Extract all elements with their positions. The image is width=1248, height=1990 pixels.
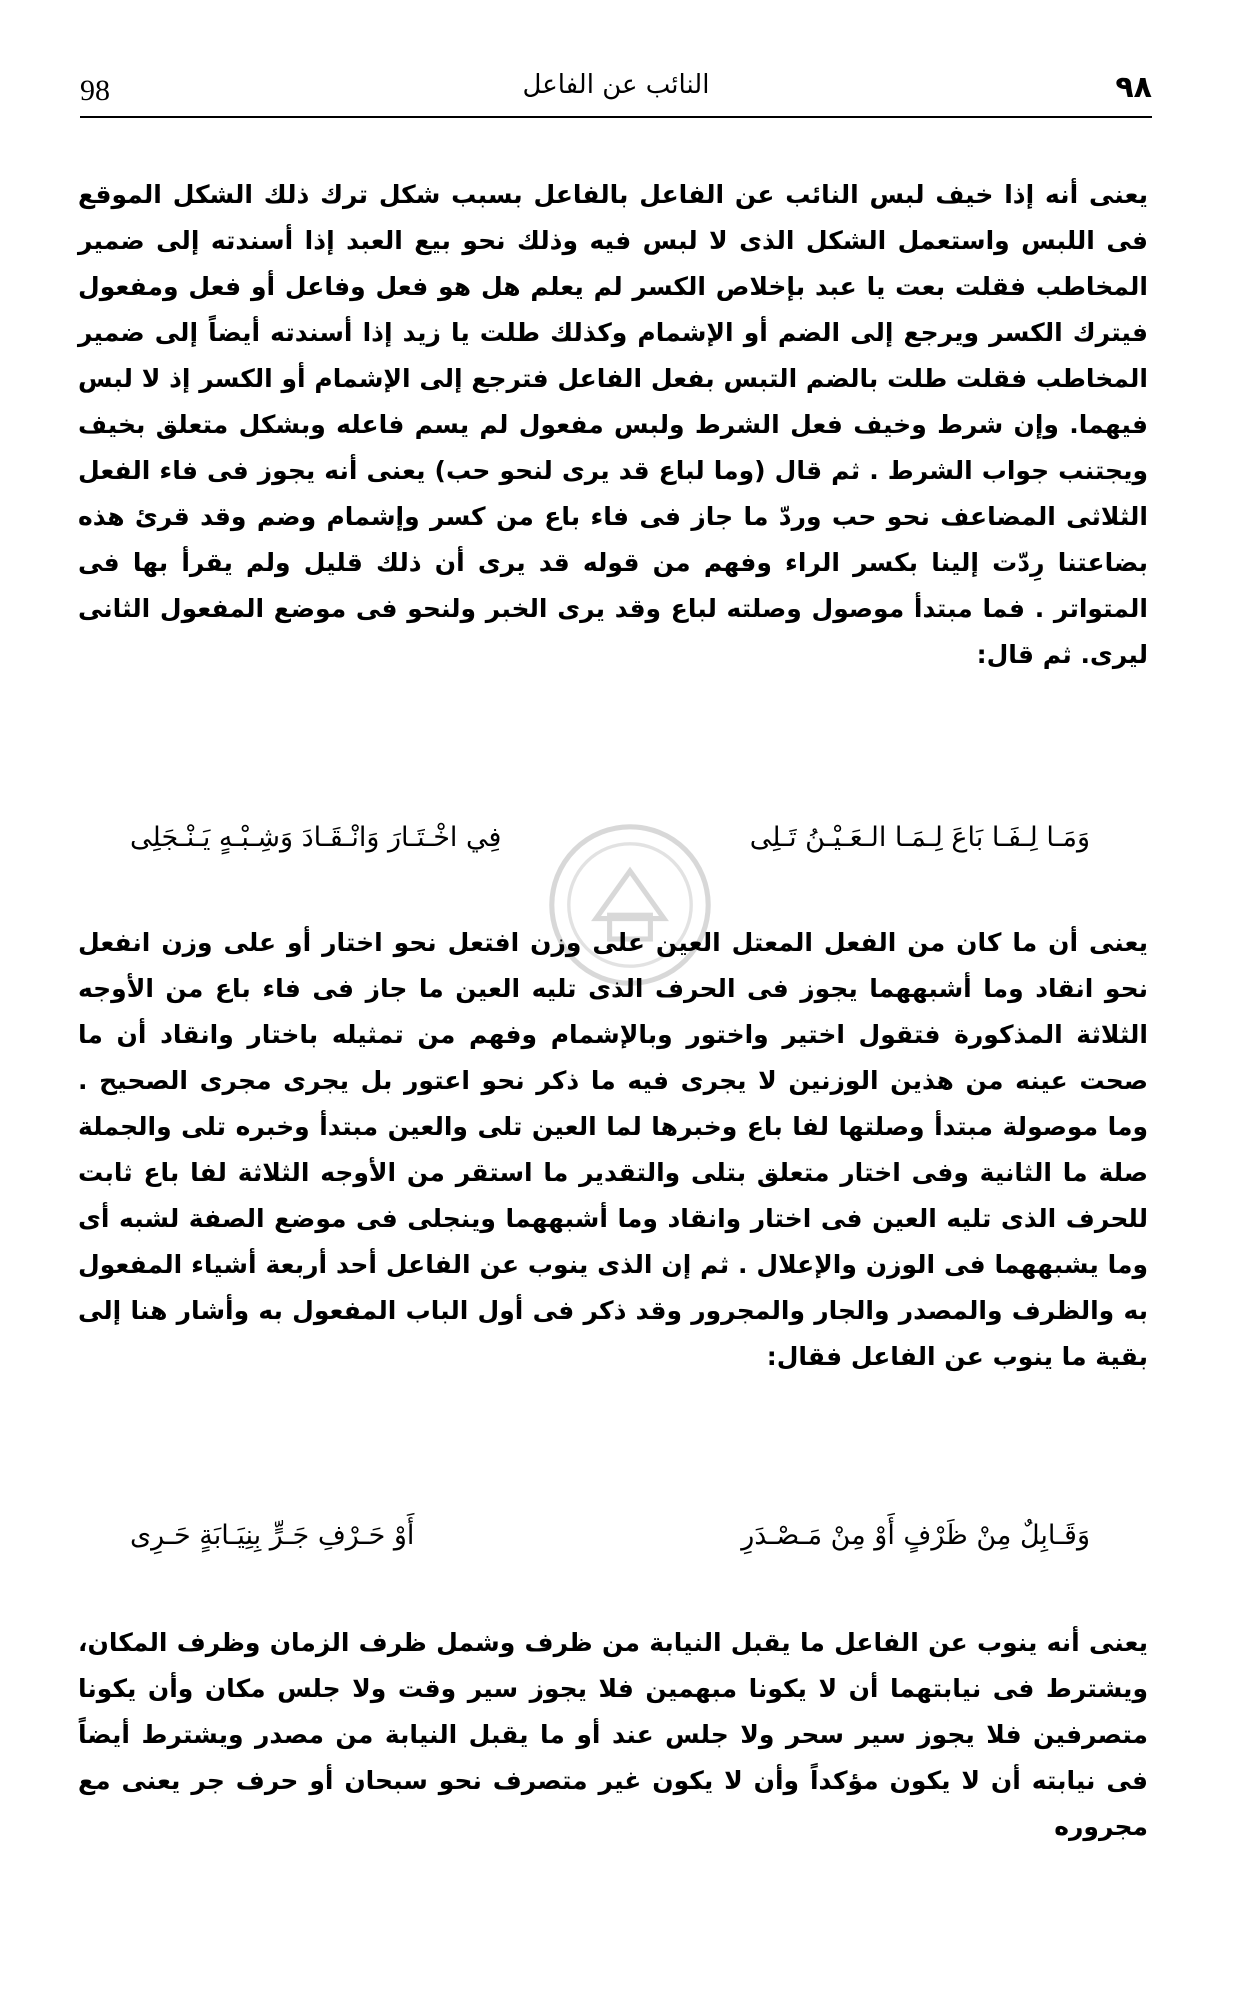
commentary-paragraph: يعنى أنه ينوب عن الفاعل ما يقبل النيابة من ظرف وشمل ظرف الزمان وظرف المكان، ويشترط فى نيابتهما أن لا يكونا مبهمين فلا يجوز سير وقت ولا جلس مكان وأن يكونا متصرفين فلا يجوز سير سحر ولا جلس عند أو ما يقبل النيابة من مصدر ويشترط أيضاً فى نيابته أن لا يكون مؤكداً وأن لا يكون غير متصرف نحو سبحان أو حرف جر يعنى مع مجروره — [78, 1628, 1148, 1841]
commentary-paragraph: يعنى أن ما كان من الفعل المعتل العين على وزن افتعل نحو اختار أو على وزن انفعل نحو انقاد وما أشبههما يجوز فى الحرف الذى تليه العين ما جاز فى فاء باع من الأوجه الثلاثة المذكورة فتقول اختير واختور وبالإشمام وفهم من تمثيله باختار وانقاد أن ما صحت عينه من هذين الوزنين لا يجرى فيه ما ذكر نحو اعتور بل يجرى مجرى الصحيح . وما موصولة مبتدأ وصلتها لفا باع وخبرها لما العين تلى والعين مبتدأ وخبره تلى والجملة صلة ما الثانية وفى اختار متعلق بتلى والتقدير ما استقر من الأوجه الثلاثة لفا باع ثابت للحرف الذى تليه العين فى اختار وانقاد وما أشبههما وينجلى فى موضع الصفة لشبه أى وما يشبههما فى الوزن والإعلال . ثم إن الذى ينوب عن الفاعل أحد أربعة أشياء المفعول به والظرف والمصدر والجار والمجرور وقد ذكر فى أول الباب المفعول به وأشار هنا إلى بقية ما ينوب عن الفاعل فقال: — [78, 928, 1148, 1371]
verse-second-hemistich: فِي اخْـتَـارَ وَانْـقَـادَ وَشِـبْـهٍ يَـنْـجَلِى — [130, 822, 502, 853]
running-title: النائب عن الفاعل — [522, 70, 710, 100]
page-number-latin: 98 — [80, 74, 110, 107]
page-header — [80, 60, 1152, 118]
page-number-arabic: ٩٨ — [1115, 70, 1152, 105]
verse-second-hemistich: أَوْ حَـرْفِ جَـرٍّ بِنِيَـابَةٍ حَـرِى — [130, 1520, 415, 1551]
poetry-verse — [130, 1520, 1090, 1580]
verse-first-hemistich: وَمَـا لِـفَـا بَاعَ لِـمَـا الـعَـيْـنُ تَـلِى — [749, 822, 1090, 853]
commentary-paragraph: يعنى أنه إذا خيف لبس النائب عن الفاعل بالفاعل بسبب شكل ترك ذلك الشكل الموقع فى اللبس واستعمل الشكل الذى لا لبس فيه وذلك نحو بيع العبد إذا أسندته إلى ضمير المخاطب فقلت بعت يا عبد بإخلاص الكسر لم يعلم هل هو فعل وفاعل أو فعل ومفعول فيترك الكسر ويرجع إلى الضم أو الإشمام وكذلك طلت يا زيد إذا أسندته أيضاً إلى ضمير المخاطب فقلت طلت بالضم التبس بفعل الفاعل فترجع إلى الإشمام أو الكسر إذ لا لبس فيهما. وإن شرط وخيف فعل الشرط ولبس مفعول لم يسم فاعله وبشكل متعلق بخيف ويجتنب جواب الشرط . ثم قال (وما لباع قد يرى لنحو حب) يعنى أنه يجوز فى فاء الفعل الثلاثى المضاعف نحو حب وردّ ما جاز فى فاء باع من كسر وإشمام وضم وقد قرئ هذه بضاعتنا رِدّت إلينا بكسر الراء وفهم من قوله قد يرى أن ذلك قليل ولم يقرأ بها فى المتواتر . فما مبتدأ موصول وصلته لباع وقد يرى الخبر ولنحو فى موضع المفعول الثانى ليرى. ثم قال: — [78, 180, 1148, 669]
verse-first-hemistich: وَقَـابِلٌ مِنْ ظَرْفٍ أَوْ مِنْ مَـصْـدَرِ — [741, 1520, 1090, 1551]
